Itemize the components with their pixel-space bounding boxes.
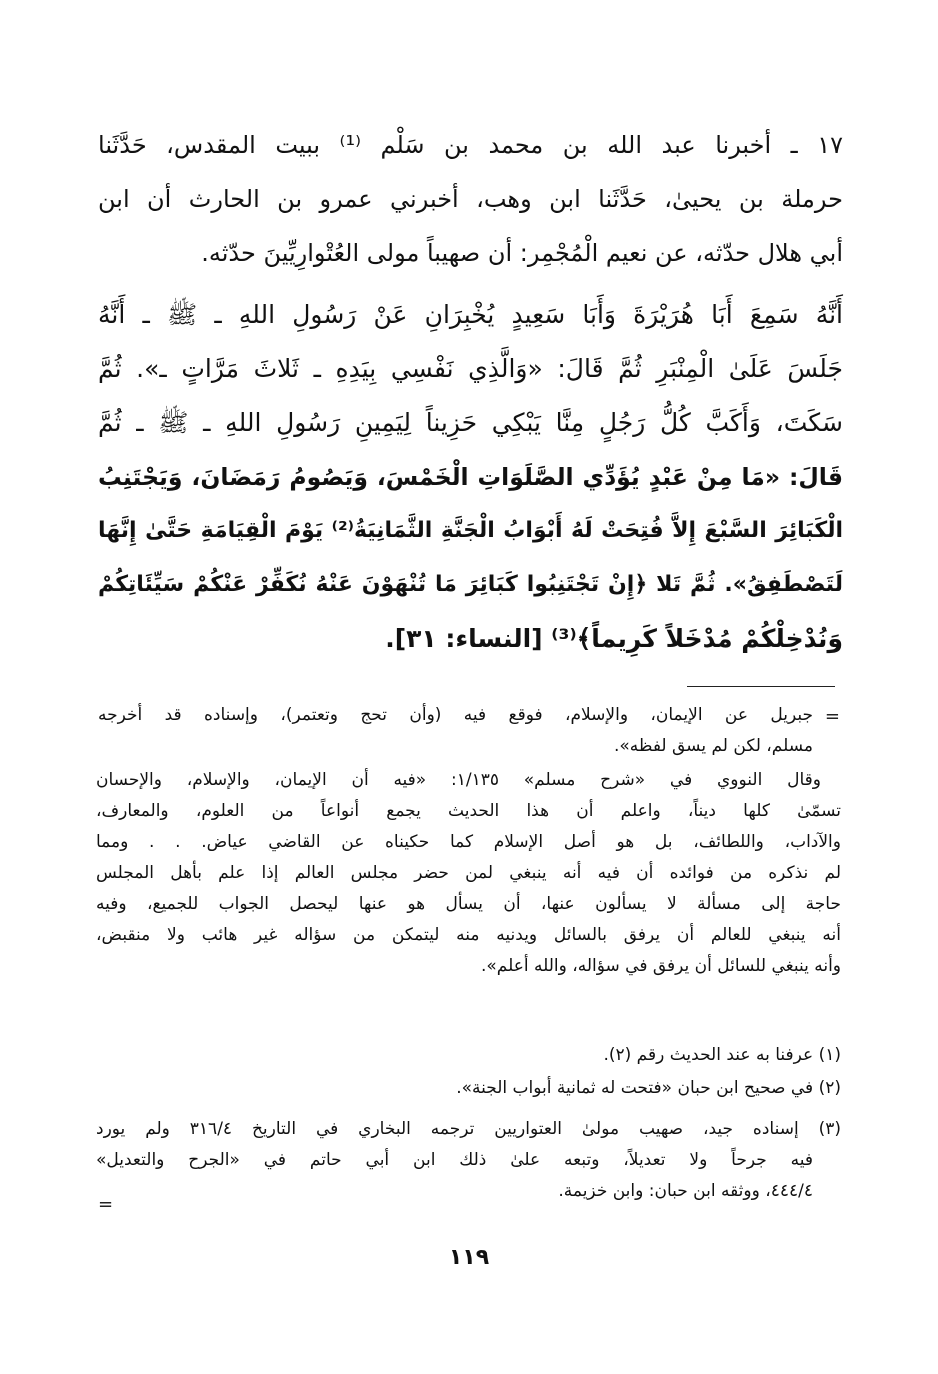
page-number: ١١٩	[448, 1245, 490, 1270]
footnote-line: لم نذكره من فوائده أن فيه أنه ينبغي لمن حضر مجلس العالم إذا علم بأهل المجلس	[96, 863, 841, 883]
continuation-mark-next: =	[98, 1194, 114, 1215]
footnote-line: تسمّىٰ كلها ديناً، واعلم أن هذا الحديث يجمع أنواعاً من العلوم، والمعارف،	[96, 801, 841, 821]
footnote-nawawi	[96, 765, 841, 982]
matn-line: جَلَسَ عَلَىٰ الْمِنْبَرِ ثُمَّ قَالَ: «وَالَّذِي نَفْسِي بِيَدِهِ ـ ثَلاثَ مَرَّاتٍ ـ». ثُمَّ	[98, 354, 843, 383]
footnote-line: والآداب، واللطائف، بل هو أصل الإسلام كما حكيناه عن القاضي عياض. . . ومما	[96, 832, 841, 852]
matn-line: وَنُدْخِلْكُمْ مُدْخَلاً كَرِيماً﴾⁽³⁾ [النساء: ٣١].	[385, 624, 843, 653]
matn-line: لَتَصْطَفِقُ». ثُمَّ تَلا ﴿إِنْ تَجْتَنِبُوا كَبَائِرَ مَا تُنْهَوْنَ عَنْهُ نُكَفِّرْ عَنْكُمْ سَيِّئَاتِكُمْ	[98, 572, 843, 597]
footnote-2	[96, 1073, 841, 1104]
footnote-3-line: (٣) إسناده جيد، صهيب مولىٰ العتواريين ترجمه البخاري في التاريخ ٣١٦/٤ ولم يورد	[96, 1119, 841, 1139]
footnote-line: أنه ينبغي للعالم أن يرفق بالسائل ويدنيه منه ليتمكن من سؤاله غير هائب ولا منقبض،	[96, 925, 841, 945]
footnote-3-line: فيه جرحاً ولا تعديلاً، وتبعه علىٰ ذلك ابن أبي حاتم في «الجرح والتعديل»	[96, 1150, 813, 1170]
continuation-mark: =	[824, 706, 840, 727]
footnote-3	[96, 1114, 841, 1207]
isnad-line: ١٧ ـ أخبرنا عبد الله بن محمد بن سَلْم ⁽¹⁾ ببيت المقدس، حَدَّثَنا	[98, 131, 843, 159]
hadith-isnad	[98, 118, 843, 280]
matn-line: الْكَبَائِرَ السَّبْعَ إِلاَّ فُتِحَتْ لَهُ أَبْوَابُ الْجَنَّةِ الثَّمَانِيَةُ⁽²⁾ يَوْمَ الْقِيَامَةِ حَتَّىٰ إِنَّهَا	[98, 518, 843, 543]
footnote-line: وقال النووي في «شرح مسلم» ١/١٣٥: «فيه أن الإيمان، والإسلام، والإحسان	[96, 770, 821, 790]
isnad-line: حرملة بن يحيىٰ، حَدَّثَنا ابن وهب، أخبرني عمرو بن الحارث أن ابن	[98, 185, 843, 213]
footnote-line: مسلم، لكن لم يسق لفظه».	[613, 736, 813, 756]
footnote-line: حاجة إلى مسألة لا يسألون عنها، أن يسأل هو عنها ليحصل الجواب للجميع، وفيه	[96, 894, 841, 914]
footnote-divider	[687, 686, 835, 687]
footnote-2-text: (٢) في صحيح ابن حبان «فتحت له ثمانية أبواب الجنة».	[456, 1078, 841, 1098]
footnote-line: جبريل عن الإيمان، والإسلام، فوقع فيه (وأن تحج وتعتمر)، وإسناده قد أخرجه	[98, 705, 813, 725]
footnote-line: وأنه ينبغي للسائل أن يرفق في سؤاله، والله أعلم».	[480, 956, 841, 976]
footnote-1-text: (١) عرفنا به عند الحديث رقم (٢).	[603, 1045, 841, 1065]
footnote-3-line: ٤٤٤/٤، ووثقه ابن حبان: وابن خزيمة.	[558, 1181, 813, 1201]
footnote-continued	[98, 700, 813, 762]
matn-line: سَكَتَ، وَأَكَبَّ كُلُّ رَجُلٍ مِنَّا يَبْكِي حَزِيناً لِيَمِينِ رَسُولِ اللهِ ـ ﷺ ـ ثُمَّ	[98, 408, 843, 437]
isnad-line: أبي هلال حدّثه، عن نعيم الْمُجْمِر: أن صهيباً مولى العُتْوارِيِّينَ حدّثه.	[201, 239, 843, 267]
matn-line: أَنَّهُ سَمِعَ أَبَا هُرَيْرَةَ وَأَبَا سَعِيدٍ يُخْبِرَانِ عَنْ رَسُولِ اللهِ ـ ﷺ ـ أَنَّهُ	[98, 300, 843, 329]
matn-line: قَالَ: «مَا مِنْ عَبْدٍ يُؤَدِّي الصَّلَوَاتِ الْخَمْسَ، وَيَصُومُ رَمَضَانَ، وَيَجْتَنِبُ	[98, 463, 843, 491]
hadith-matn	[98, 288, 843, 666]
footnote-1	[96, 1040, 841, 1071]
